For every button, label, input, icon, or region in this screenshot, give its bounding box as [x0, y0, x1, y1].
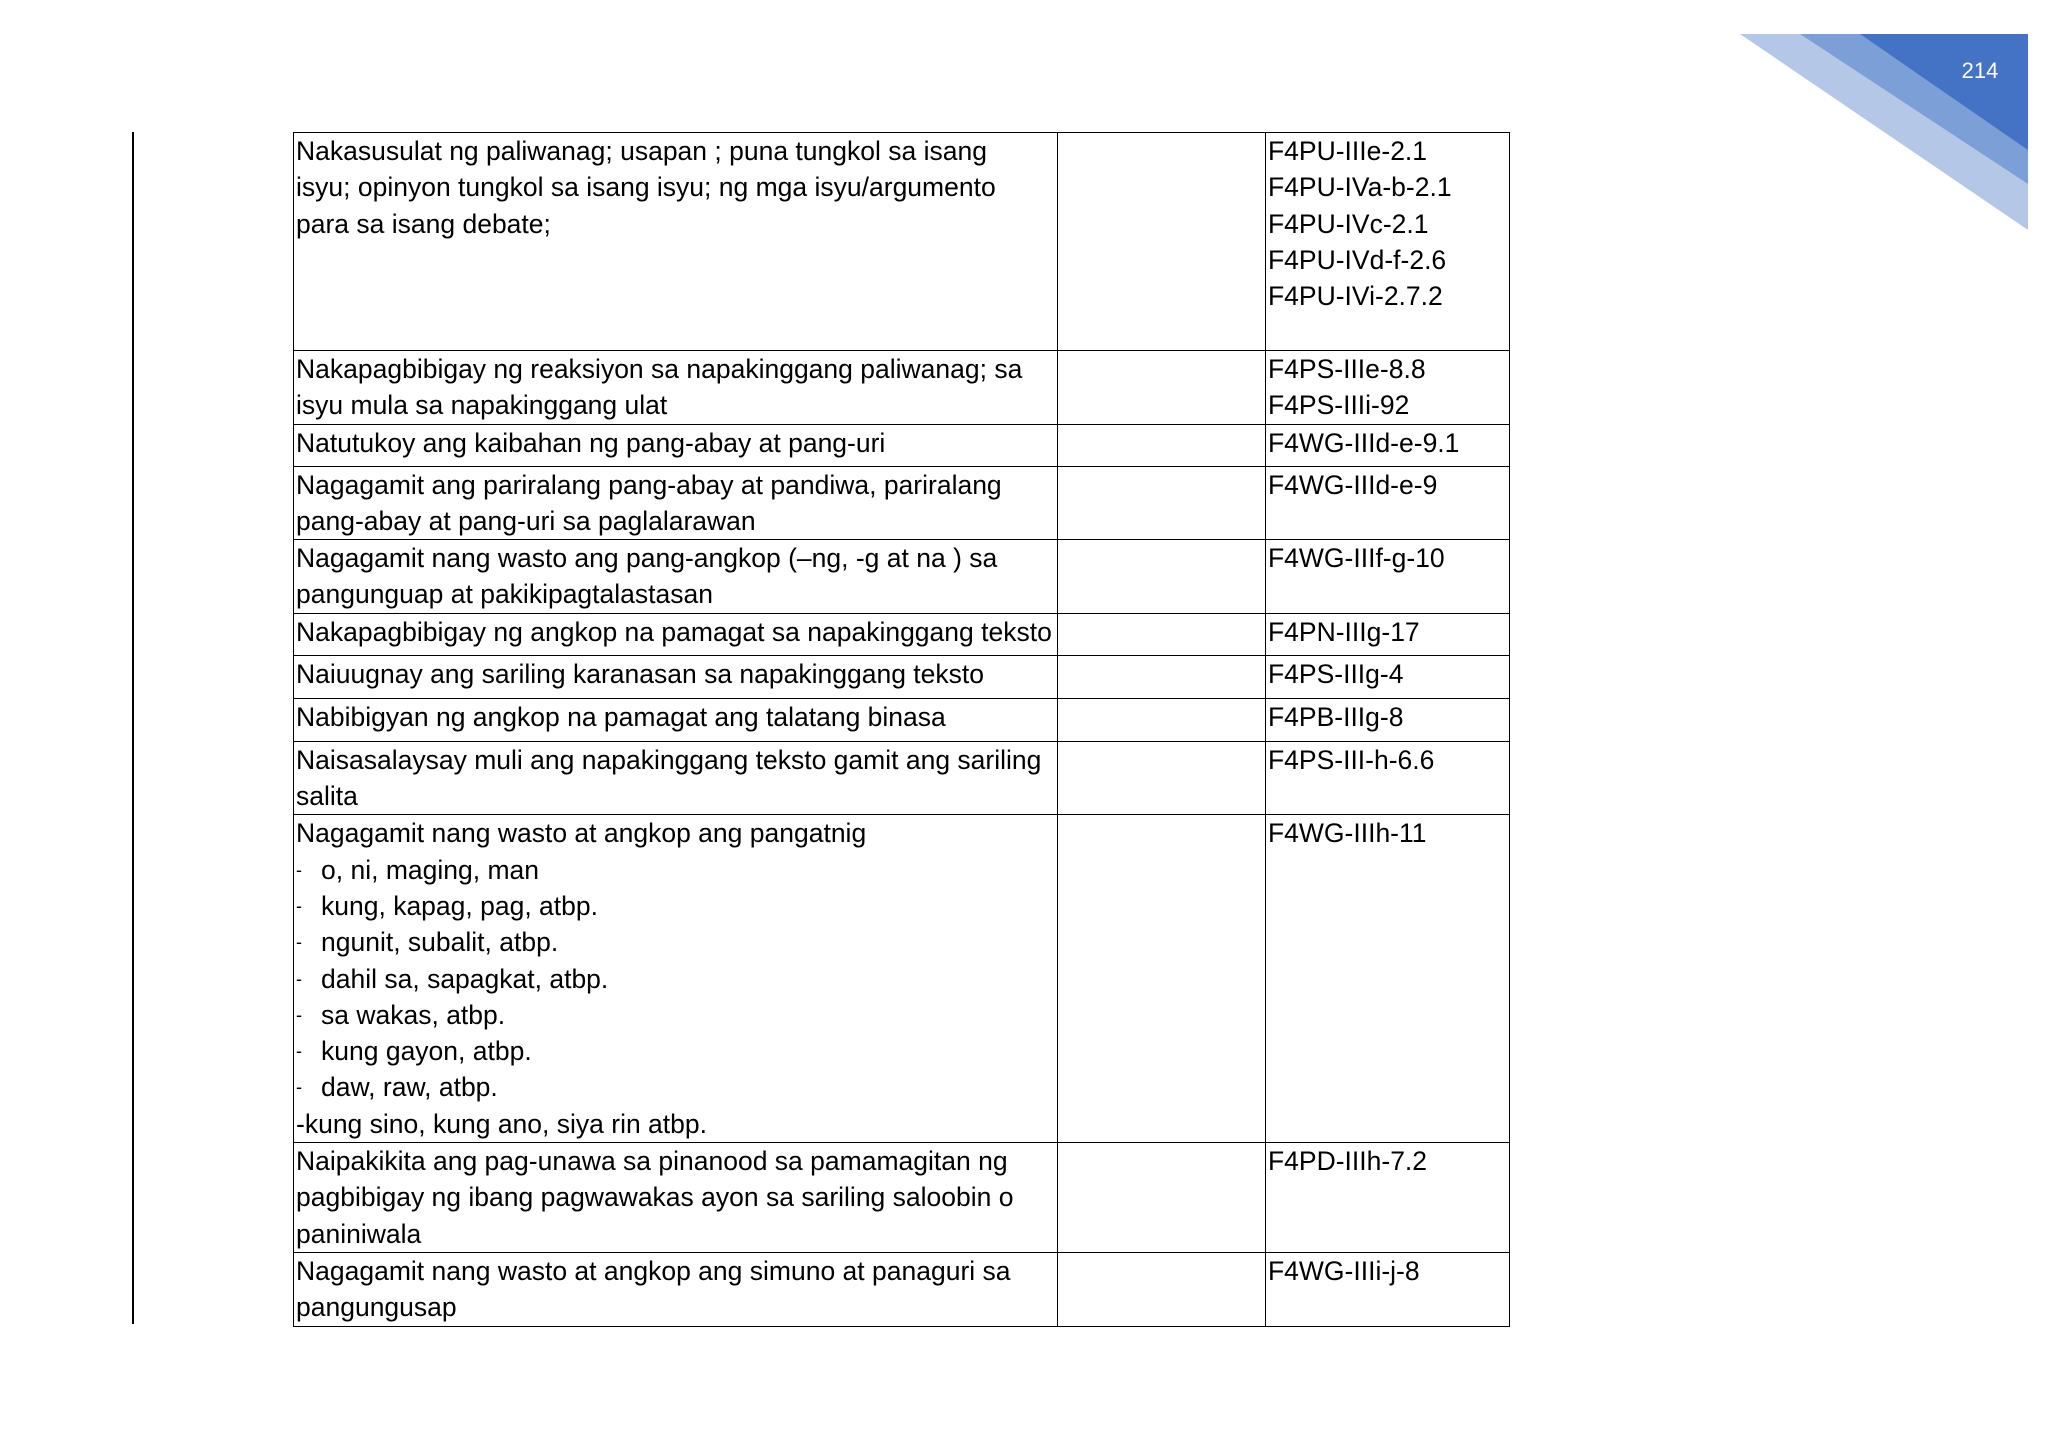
table-row: [294, 815, 1510, 1143]
table-row: [294, 741, 1510, 815]
competency-table: [293, 132, 1510, 1327]
competency-line: Nabibigyan ng angkop na pamagat ang talatang binasa: [296, 701, 946, 732]
table-row: [294, 466, 1510, 540]
competency-code: F4WG-IIIi-j-8: [1267, 1256, 1420, 1287]
competency-line: pangungusap: [296, 1292, 457, 1323]
competency-line: Nakasusulat ng paliwanag; usapan ; puna tungkol sa isang: [296, 136, 987, 166]
competency-line: Naisasalaysay muli ang napakinggang teksto gamit ang sariling: [296, 744, 1042, 775]
competency-cell: [294, 424, 1058, 466]
competency-code: F4PS-III-h-6.6: [1267, 744, 1435, 775]
competency-cell: [294, 1143, 1058, 1253]
margin-rule: [132, 132, 134, 1324]
competency-line: Nakapagbibigay ng reaksiyon sa napakinggang paliwanag; sa: [296, 354, 1023, 384]
list-item: [296, 997, 1055, 1033]
competency-line: pangunguap at pakikipagtalastasan: [296, 579, 713, 610]
list-item: [296, 1069, 1055, 1105]
list-item-text: daw, raw, atbp.: [321, 1072, 498, 1103]
competency-code: F4PS-IIIi-92: [1267, 390, 1410, 421]
competency-code: F4PD-IIIh-7.2: [1267, 1146, 1428, 1177]
table-row: [294, 655, 1510, 698]
table-row: [294, 540, 1510, 614]
competency-code: F4PB-IIIg-8: [1267, 701, 1404, 732]
dash-bullet: -: [296, 859, 302, 880]
dash-bullet: -: [296, 1077, 302, 1098]
code-cell: [1265, 1143, 1509, 1253]
competency-cell: [294, 1253, 1058, 1327]
empty-cell: [1058, 540, 1266, 614]
table-row: [294, 424, 1510, 466]
competency-code: F4PS-IIIe-8.8: [1267, 354, 1426, 384]
code-cell: [1265, 613, 1509, 655]
empty-cell: [1058, 1253, 1266, 1327]
competency-cell: [294, 741, 1058, 815]
list-item: [296, 924, 1055, 960]
list-item-text: ngunit, subalit, atbp.: [321, 927, 559, 958]
competency-cell: [294, 351, 1058, 425]
competency-line: Nagagamit nang wasto at angkop ang simuno at panaguri sa: [296, 1256, 1011, 1287]
list-item-text: kung gayon, atbp.: [321, 1036, 532, 1067]
competency-code: F4PU-IVd-f-2.6: [1267, 244, 1447, 275]
competency-cell: [294, 466, 1058, 540]
code-cell: [1265, 424, 1509, 466]
code-cell: [1265, 655, 1509, 698]
empty-cell: [1058, 613, 1266, 655]
competency-line: Naipakikita ang pag-unawa sa pinanood sa pamamagitan ng: [296, 1146, 1008, 1177]
dash-bullet: -: [296, 1041, 302, 1062]
table-row: [294, 133, 1510, 351]
competency-code: F4PU-IVc-2.1: [1267, 208, 1429, 239]
competency-line: Nagagamit nang wasto ang pang-angkop (–ng, -g at na ) sa: [296, 543, 998, 574]
competency-code: F4WG-IIId-e-9: [1267, 469, 1438, 500]
code-cell: [1265, 351, 1509, 425]
competency-code: F4PS-IIIg-4: [1267, 658, 1404, 689]
table-row: [294, 1143, 1510, 1253]
empty-cell: [1058, 133, 1266, 351]
code-cell: [1265, 466, 1509, 540]
code-cell: [1265, 815, 1509, 1143]
list-item: [296, 888, 1055, 924]
competency-cell: [294, 655, 1058, 698]
list-item: [296, 852, 1055, 888]
competency-cell: [294, 540, 1058, 614]
competency-line: salita: [296, 781, 358, 812]
list-item: [296, 961, 1055, 997]
code-cell: [1265, 1253, 1509, 1327]
competency-line: Nagagamit ang pariralang pang-abay at pandiwa, pariralang: [296, 469, 1002, 500]
table-row: [294, 698, 1510, 741]
competency-code: F4WG-IIId-e-9.1: [1267, 427, 1460, 458]
dash-bullet: -: [296, 1004, 302, 1025]
list-item: [296, 1033, 1055, 1069]
list-item-text: o, ni, maging, man: [321, 854, 540, 885]
code-cell: [1265, 540, 1509, 614]
dash-bullet: -: [296, 895, 302, 916]
list-item-text: sa wakas, atbp.: [321, 999, 506, 1030]
competency-cell: [294, 133, 1058, 351]
closing-line: -kung sino, kung ano, siya rin atbp.: [296, 1108, 707, 1139]
competency-line: Nakapagbibigay ng angkop na pamagat sa napakinggang teksto: [296, 616, 1052, 647]
table-row: [294, 351, 1510, 425]
table-row: [294, 1253, 1510, 1327]
competency-code: F4PN-IIIg-17: [1267, 616, 1420, 647]
competency-code: F4PU-IVa-b-2.1: [1267, 172, 1452, 203]
empty-cell: [1058, 655, 1266, 698]
competency-cell: [294, 815, 1058, 1143]
code-cell: [1265, 133, 1509, 351]
dash-bullet: -: [296, 968, 302, 989]
empty-cell: [1058, 351, 1266, 425]
competency-line: pagbibigay ng ibang pagwawakas ayon sa sariling saloobin o: [296, 1182, 1014, 1213]
competency-line: Natutukoy ang kaibahan ng pang-abay at pang-uri: [296, 427, 886, 458]
list-item-text: kung, kapag, pag, atbp.: [321, 890, 598, 921]
competency-code: F4PU-IIIe-2.1: [1267, 136, 1428, 166]
competency-cell: [294, 613, 1058, 655]
competency-line: para sa isang debate;: [296, 208, 551, 239]
competency-line: paniniwala: [296, 1218, 422, 1249]
list-item-text: dahil sa, sapagkat, atbp.: [321, 963, 609, 994]
empty-cell: [1058, 741, 1266, 815]
empty-cell: [1058, 815, 1266, 1143]
competency-line: Naiuugnay ang sariling karanasan sa napakinggang teksto: [296, 658, 985, 689]
empty-cell: [1058, 1143, 1266, 1253]
empty-cell: [1058, 466, 1266, 540]
competency-code: F4WG-IIIf-g-10: [1267, 543, 1445, 574]
code-cell: [1265, 698, 1509, 741]
empty-cell: [1058, 424, 1266, 466]
empty-cell: [1058, 698, 1266, 741]
competency-line: Nagagamit nang wasto at angkop ang pangatnig: [296, 818, 867, 849]
code-cell: [1265, 741, 1509, 815]
competency-line: pang-abay at pang-uri sa paglalarawan: [296, 505, 756, 536]
competency-code: F4PU-IVi-2.7.2: [1267, 281, 1443, 312]
table-row: [294, 613, 1510, 655]
dash-bullet: -: [296, 932, 302, 953]
competency-code: F4WG-IIIh-11: [1267, 818, 1427, 849]
competency-line: isyu mula sa napakinggang ulat: [296, 390, 668, 421]
competency-cell: [294, 698, 1058, 741]
page-number: 214: [1961, 58, 1999, 83]
competency-line: isyu; opinyon tungkol sa isang isyu; ng mga isyu/argumento: [296, 172, 996, 203]
